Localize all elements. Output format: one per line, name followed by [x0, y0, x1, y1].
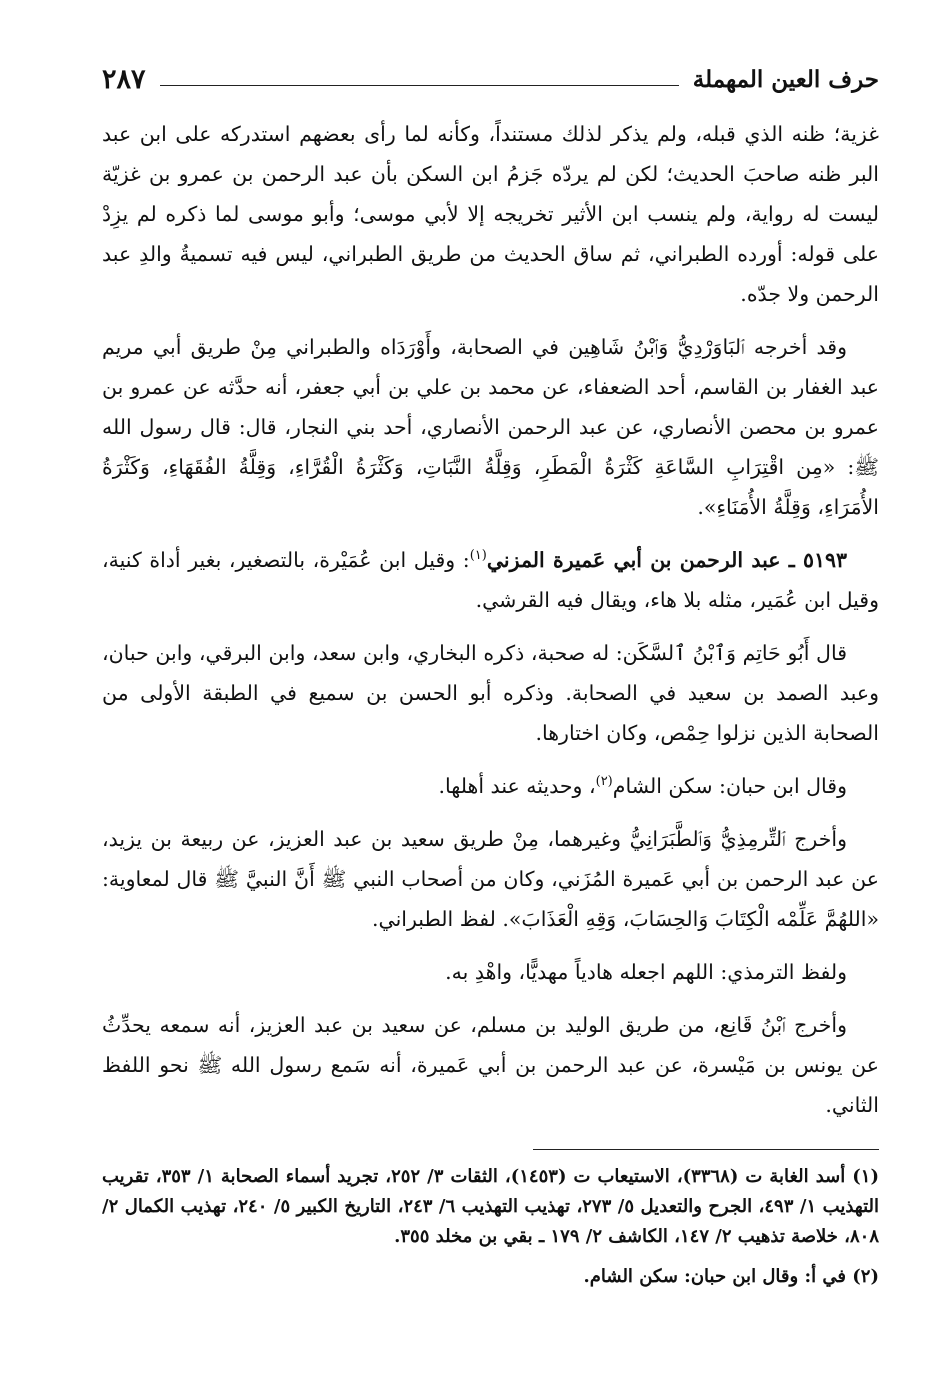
footnotes: [102, 1162, 879, 1292]
footnote-text: أسد الغابة ت (٣٣٦٨)، الاستيعاب ت (١٤٥٣)، الثقات ٣/ ٢٥٢، تجريد أسماء الصحابة ١/ ٣٥٣، تقريب التهذيب ١/ ٤٩٣، الجرح والتعديل ٥/ ٢٧٣، تهذيب التهذيب ٦/ ٢٤٣، التاريخ الكبير ٥/ ٢٤٠، تهذيب الكمال ٢/ ٨٠٨، خلاصة تذهيب ٢/ ١٤٧، الكاشف ٢/ ١٧٩ ـ بقي بن مخلد ٣٥٥.: [102, 1166, 879, 1247]
entry-text: : وقيل ابن عُمَيْرة، بالتصغير، بغير أداة كنية، وقيل ابن عُمَير، مثله بلا هاء، ويقال فيه القرشي.: [102, 548, 879, 612]
footnote-marker: (٢): [595, 774, 613, 790]
header-rule: [160, 85, 679, 86]
footnote-number: (٢): [852, 1266, 879, 1287]
footnote: [102, 1262, 879, 1292]
footnote-text: في أ: وقال ابن حبان: سكن الشام.: [583, 1266, 846, 1287]
footnote: [102, 1162, 879, 1252]
paragraph: وقد أخرجه ٱلبَاوَرْدِيُّ وَٱبْنُ شَاهِين في الصحابة، وأَوْرَدَاه والطبراني مِنْ طريق أبي مريم عبد الغفار بن القاسم، أحد الضعفاء، عن محمد بن علي بن أبي جعفر، أنه حدَّثه عن عمرو بن عمرو بن محصن الأنصاري، عن عبد الرحمن الأنصاري، أحد بني النجار، قال: قال رسول الله ﷺ: «مِن اقْتِرَابِ السَّاعَةِ كَثْرَةُ الْمَطَرِ، وَقِلَّةُ النَّبَاتِ، وَكَثْرَةُ الْقُرَّاءِ، وَقِلَّةُ الفُقَهَاءِ، وَكَثْرَةُ الأُمَرَاءِ، وَقِلَّةُ الأُمَنَاءِ».: [102, 335, 879, 519]
paragraph: وأخرج ٱبْنُ قَانِع، من طريق الوليد بن مسلم، عن سعيد بن عبد العزيز، أنه سمعه يحدِّثُ عن يونس بن مَيْسرة، عن عبد الرحمن بن أبي عَميرة، أنه سَمع رسول الله ﷺ نحو اللفظ الثاني.: [102, 1013, 879, 1117]
footnote-marker: (١): [469, 548, 487, 564]
biography-entry: [102, 540, 879, 620]
page-title: حرف العين المهملة: [692, 65, 879, 93]
footnote-number: (١): [852, 1166, 879, 1187]
paragraph: [102, 766, 879, 806]
paragraph: وأخرج ٱلتِّرمِذِيُّ وَٱلطَّبَرَانِيُّ وغيرهما، مِنْ طريق سعيد بن عبد العزيز، عن ربيعة بن يزيد، عن عبد الرحمن بن أبي عَميرة المُزَني، وكان من أصحاب النبي ﷺ أَنَّ النبيَّ ﷺ قال لمعاوية: «اللهُمَّ عَلِّمْه الْكِتَابَ وَالحِسَابَ، وَقِهِ الْعَذَابَ». لفظ الطبراني.: [102, 827, 879, 931]
running-header: [102, 58, 879, 100]
main-text: [102, 114, 879, 1125]
paragraph: قال أَبُو حَاتِم وَٱبْنُ ٱلسَّكَن: له صحبة، ذكره البخاري، وابن سعد، وابن البرقي، وابن حبان، وعبد الصمد بن سعيد في الصحابة. وذكره أبو الحسن بن سميع في الطبقة الأولى من الصحابة الذين نزلوا حِمْص، وكان اختارها.: [102, 641, 879, 745]
paragraph-text: ، وحديثه عند أهلها.: [438, 774, 596, 798]
page-number: ٢٨٧: [102, 63, 146, 95]
paragraph: ولفظ الترمذي: اللهم اجعله هادياً مهديًّا، واهْدِ به.: [445, 960, 847, 984]
footnote-divider: [533, 1149, 879, 1150]
entry-heading: ٥١٩٣ ـ عبد الرحمن بن أبي عَميرة المزني: [486, 548, 847, 572]
paragraph-text: وقال ابن حبان: سكن الشام: [612, 774, 847, 798]
paragraph: غزية؛ ظنه الذي قبله، ولم يذكر لذلك مستنداً، وكأنه لما رأى بعضهم استدركه على ابن عبد البر ظنه صاحبَ الحديث؛ لكن لم يردّه جَزمُ ابن السكن بأن عبد الرحمن بن عمرو بن غزيّة ليست له رواية، ولم ينسب ابن الأثير تخريجه إلا لأبي موسى؛ وأبو موسى لما ذكره لم يزِدْ على قوله: أورده الطبراني، ثم ساق الحديث من طريق الطبراني، ليس فيه تسميةُ والدِ عبد الرحمن ولا جدّه.: [102, 122, 879, 306]
